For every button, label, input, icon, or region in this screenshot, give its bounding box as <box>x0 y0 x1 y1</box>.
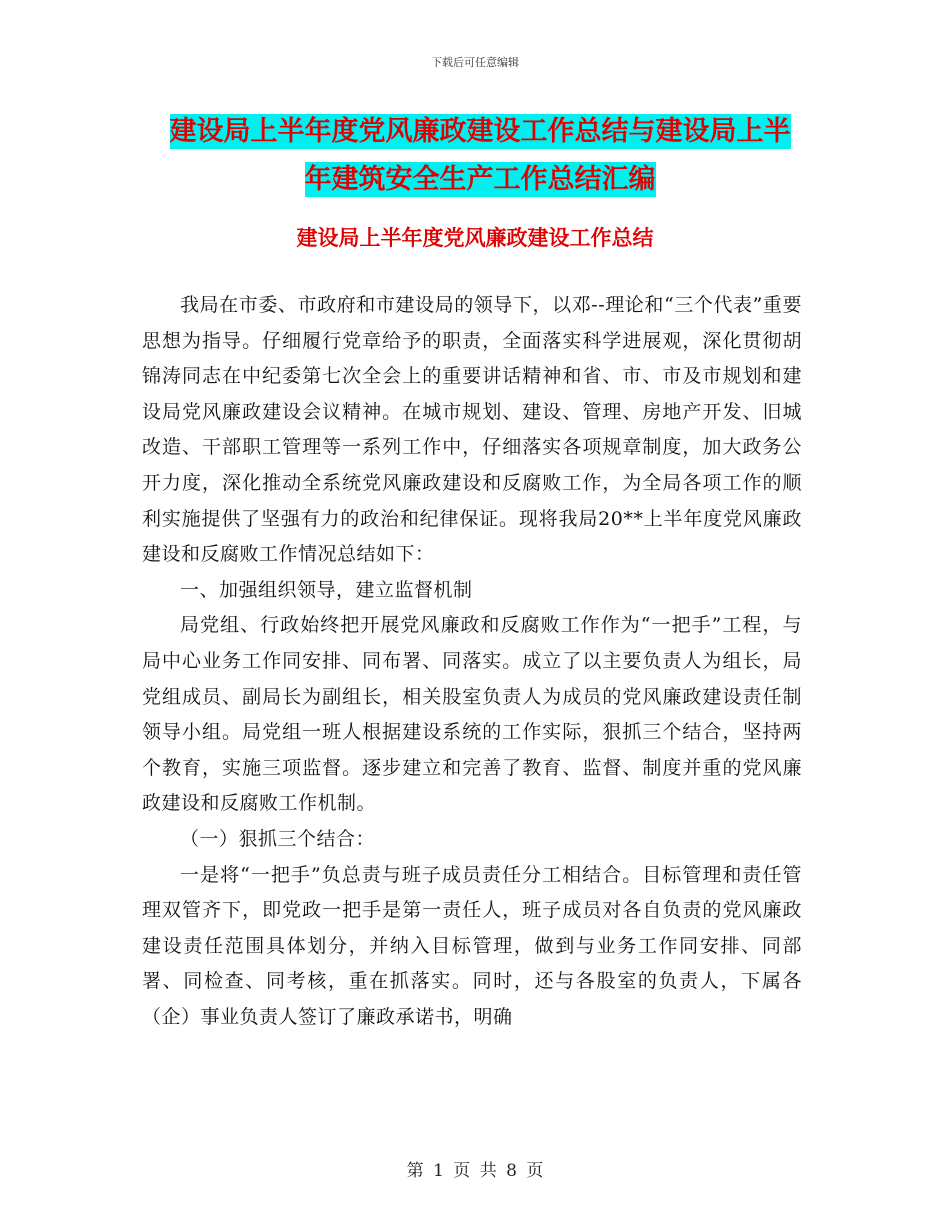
paragraph-section-1: 局党组、行政始终把开展党风廉政和反腐败工作作为“一把手”工程，与局中心业务工作同安排、同布署、同落实。成立了以主要负责人为组长，局党组成员、副局长为副组长，相关股室负责人为成员的党风廉政建设责任制领导小组。局党组一班人根据建设系统的工作实际，狠抓三个结合，坚持两个教育，实施三项监督。逐步建立和完善了教育、监督、制度并重的党风廉政建设和反腐败工作机制。 <box>142 614 802 815</box>
header-note: 下载后可任意编辑 <box>431 56 519 69</box>
title-line-2: 年建筑安全生产工作总结汇编 <box>304 164 656 195</box>
document-body <box>142 288 802 1035</box>
title-line-1: 建设局上半年度党风廉政建设工作总结与建设局上半 <box>169 116 791 147</box>
paragraph-intro: 我局在市委、市政府和市建设局的领导下，以邓--理论和“三个代表”重要思想为指导。仔细履行党章给予的职责，全面落实科学进展观，深化贯彻胡锦涛同志在中纪委第七次全会上的重要讲话精神和省、市、市及市规划和建设局党风廉政建设会议精神。在城市规划、建设、管理、房地产开发、旧城改造、干部职工管理等一系列工作中，仔细落实各项规章制度，加大政务公开力度，深化推动全系统党风廉政建设和反腐败工作，为全局各项工作的顺利实施提供了坚强有力的政治和纪律保证。现将我局20**上半年度党风廉政建设和反腐败工作情况总结如下： <box>142 294 802 566</box>
section-title: 建设局上半年度党风廉政建设工作总结 <box>296 226 654 250</box>
paragraph-subsection-1: 一是将“一把手”负总责与班子成员责任分工相结合。目标管理和责任管理双管齐下，即党政一把手是第一责任人，班子成员对各自负责的党风廉政建设责任范围具体划分，并纳入目标管理，做到与业务工作同安排、同部署、同检查、同考核，重在抓落实。同时，还与各股室的负责人，下属各（企）事业负责人签订了廉政承诺书，明确 <box>142 863 802 1028</box>
heading-section-1: 一、加强组织领导，建立监督机制 <box>180 578 473 601</box>
document-title <box>120 108 840 204</box>
page-number-footer: 第 1 页 共 8 页 <box>406 1161 544 1181</box>
heading-subsection-1: （一）狠抓三个结合： <box>180 827 376 850</box>
